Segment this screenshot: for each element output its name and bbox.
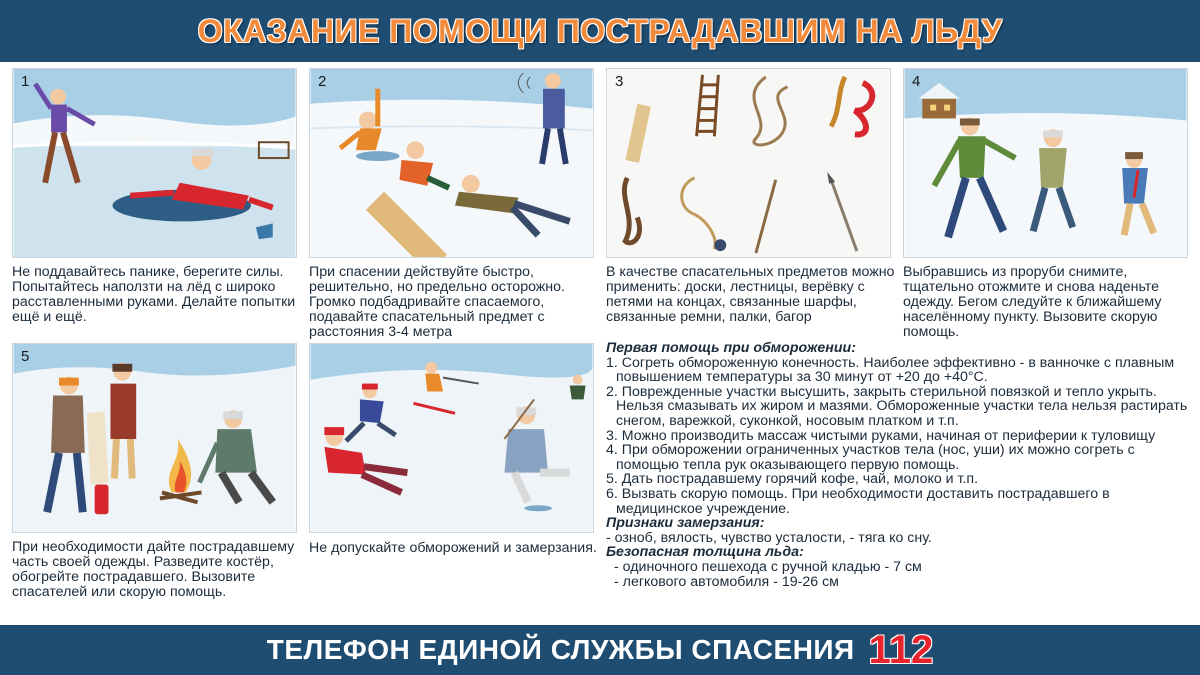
illustration-panel-6	[309, 343, 594, 533]
freezing-signs-text: - озноб, вялость, чувство усталости, - тяга ко сну.	[606, 529, 932, 546]
running-home-illustration	[904, 69, 1187, 257]
ice-thickness-pedestrian: - одиночного пешехода с ручной кладью - 7 см	[614, 558, 922, 575]
illustration-panel-4	[903, 68, 1188, 258]
first-aid-item: 5. Дать пострадавшему горячий кофе, чай, молоко и т.п.	[606, 471, 979, 488]
first-aid-section	[606, 341, 1196, 589]
illustration-panel-3	[606, 68, 891, 258]
first-aid-item: 6. Вызвать скорую помощь. При необходимости доставить пострадавшего в медицинское учреждение.	[606, 485, 1110, 517]
panel-number: 5	[21, 348, 30, 365]
illustration-panel-1	[12, 68, 297, 258]
page-title: ОКАЗАНИЕ ПОМОЩИ ПОСТРАДАВШИМ НА ЛЬДУ	[197, 12, 1003, 49]
panel-number: 4	[912, 73, 921, 90]
ice-thickness-car: - легкового автомобиля - 19-26 см	[614, 573, 839, 590]
header-bar	[0, 0, 1200, 62]
panel-number: 3	[615, 73, 624, 90]
first-aid-heading: Первая помощь при обморожении:	[606, 340, 856, 356]
first-aid-list	[606, 356, 1196, 517]
illustration-panel-2	[309, 68, 594, 258]
panel-2-caption: При спасении действуйте быстро, решительно, но предельно осторожно. Громко подбадривайте спасаемого, подавайте спасательный предмет с расстояния 3-4 метра	[309, 264, 565, 340]
first-aid-item: 1. Согреть обмороженную конечность. Наиболее эффективно - в ванночке с плавным повышением температуры за 30 минут от +20 до +40°С.	[606, 354, 1175, 386]
freezing-signs-heading: Признаки замерзания:	[606, 515, 765, 532]
first-aid-item: 4. При обморожении ограниченных участков тела (нос, уши) их можно согреть с помощью тепла рук оказывающего первую помощь.	[606, 442, 1135, 473]
thermos-icon	[95, 485, 109, 515]
footer-bar	[0, 625, 1200, 675]
panel-6-caption: Не допускайте обморожений и замерзания.	[309, 540, 597, 556]
rescuers-chain-illustration	[310, 69, 593, 257]
ice-thickness-heading: Безопасная толщина льда:	[606, 544, 804, 561]
panel-number: 1	[21, 73, 30, 90]
panel-3-caption: В качестве спасательных предметов можно применить: доски, лестницы, верёвку с петями на концах, связанные шарфы, связанные ремни, палки, багор	[606, 264, 895, 325]
first-aid-item: 3. Можно производить массаж чистыми руками, начиная от периферии к туловищу	[606, 427, 1156, 444]
emergency-phone-number: 112	[868, 627, 934, 672]
panel-5-caption: При необходимости дайте пострадавшему часть своей одежды. Разведите костёр, обогрейте пострадавшего. Вызовите спасателей или скорую помощь.	[12, 539, 295, 600]
campfire-warming-illustration	[13, 344, 296, 532]
rescue-items-illustration	[607, 69, 890, 257]
ice-rescue-crawl-illustration	[13, 69, 296, 257]
panel-4-caption: Выбравшись из проруби снимите, тщательно отожмите и снова наденьте одежду. Бегом следуйте к ближайшему населённому пункту. Вызовите скорую помощь.	[903, 264, 1162, 340]
panel-number: 2	[318, 73, 327, 90]
first-aid-item: 2. Поврежденные участки высушить, закрыть стерильной повязкой и тепло укрыть. Нельзя смазывать их жиром и мазями. Обмороженные участки тела нельзя растирать снегом, варежкой, суконкой, носовым платком и т.п.	[606, 383, 1188, 429]
winter-activities-illustration	[310, 344, 593, 532]
illustration-panel-5	[12, 343, 297, 533]
emergency-service-label: ТЕЛЕФОН ЕДИНОЙ СЛУЖБЫ СПАСЕНИЯ	[266, 634, 855, 665]
panel-1-caption: Не поддавайтесь панике, берегите силы. Попытайтесь наползти на лёд с широко расставленными руками. Делайте попытки ещё и ещё.	[12, 264, 296, 325]
